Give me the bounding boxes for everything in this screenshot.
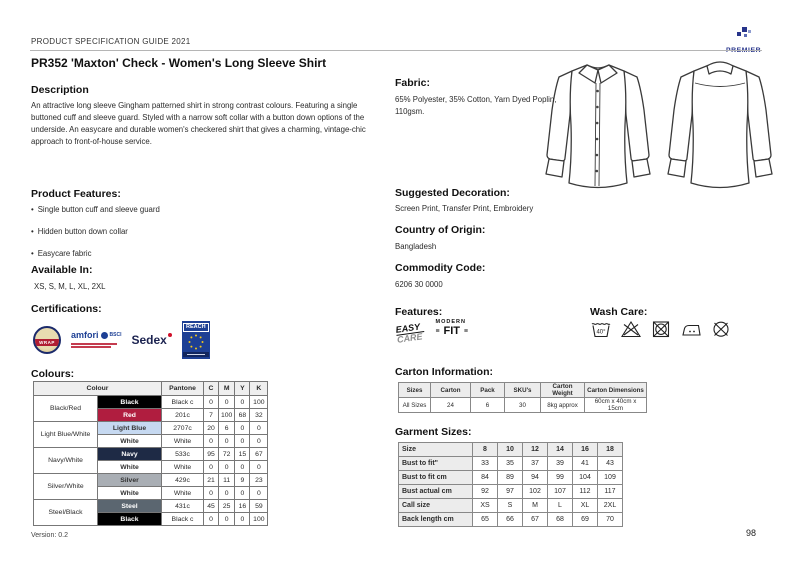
machine-wash-40-icon bbox=[589, 319, 613, 339]
cmyk-cell: 9 bbox=[235, 474, 250, 487]
carton-column-header: SKU's bbox=[505, 383, 541, 398]
garment-cell: 109 bbox=[598, 471, 623, 485]
swatch-cell: Black bbox=[98, 513, 162, 526]
garment-row bbox=[399, 499, 623, 513]
carton-cell: 8kg approx bbox=[541, 398, 585, 413]
garment-cell: 33 bbox=[473, 457, 498, 471]
carton-column-header: Carton Weight bbox=[541, 383, 585, 398]
commodity-code-heading: Commodity Code: bbox=[395, 262, 486, 274]
garment-cell: 14 bbox=[548, 443, 573, 457]
carton-table bbox=[398, 382, 647, 413]
cmyk-cell: 100 bbox=[219, 409, 235, 422]
garment-cell: 2XL bbox=[598, 499, 623, 513]
garment-cell: 37 bbox=[523, 457, 548, 471]
reach-compliance-strip bbox=[183, 352, 209, 357]
available-sizes-text: XS, S, M, L, XL, 2XL bbox=[34, 282, 106, 291]
swatch-cell: White bbox=[98, 461, 162, 474]
garment-cell: XS bbox=[473, 499, 498, 513]
carton-cell: 60cm x 40cm x 15cm bbox=[585, 398, 647, 413]
cmyk-cell: 68 bbox=[235, 409, 250, 422]
swatch-cell: Steel bbox=[98, 500, 162, 513]
carton-column-header: Pack bbox=[471, 383, 505, 398]
cmyk-cell: 25 bbox=[219, 500, 235, 513]
cmyk-cell: 0 bbox=[235, 487, 250, 500]
cmyk-cell: 0 bbox=[204, 513, 219, 526]
carton-cell: 30 bbox=[505, 398, 541, 413]
amfori-bsci-logo bbox=[71, 331, 121, 349]
garment-row-label: Bust actual cm bbox=[399, 485, 473, 499]
shirt-front-illustration bbox=[537, 55, 659, 195]
cmyk-cell: 6 bbox=[219, 422, 235, 435]
garment-cell: 10 bbox=[498, 443, 523, 457]
garment-row-label: Bust to fit cm bbox=[399, 471, 473, 485]
do-not-bleach-icon bbox=[619, 319, 643, 339]
m-column-header: M bbox=[219, 382, 235, 396]
cmyk-cell: 45 bbox=[204, 500, 219, 513]
svg-text:40°: 40° bbox=[596, 329, 606, 336]
colour-group-cell: Light Blue/White bbox=[34, 422, 98, 448]
colour-group-cell: Navy/White bbox=[34, 448, 98, 474]
garment-cell: 107 bbox=[548, 485, 573, 499]
shirt-illustrations bbox=[537, 55, 781, 195]
cmyk-cell: 21 bbox=[204, 474, 219, 487]
colour-row bbox=[34, 500, 268, 513]
page-title: PR352 'Maxton' Check - Women's Long Sleeve Shirt bbox=[31, 56, 327, 70]
certification-logos bbox=[33, 318, 210, 362]
pantone-cell: Black c bbox=[162, 513, 204, 526]
garment-cell: 102 bbox=[523, 485, 548, 499]
page-number: 98 bbox=[746, 528, 757, 538]
cmyk-cell: 23 bbox=[250, 474, 268, 487]
garment-row bbox=[399, 513, 623, 527]
pantone-cell: 533c bbox=[162, 448, 204, 461]
cmyk-cell: 95 bbox=[204, 448, 219, 461]
cmyk-cell: 0 bbox=[235, 435, 250, 448]
swatch-cell: White bbox=[98, 435, 162, 448]
garment-row bbox=[399, 485, 623, 499]
fabric-text: 65% Polyester, 35% Cotton, Yarn Dyed Poplin, 110gsm. bbox=[395, 95, 557, 117]
garment-cell: 66 bbox=[498, 513, 523, 527]
swatch-cell: Red bbox=[98, 409, 162, 422]
colours-table bbox=[33, 381, 268, 526]
garment-row-label: Bust to fit" bbox=[399, 457, 473, 471]
colour-group-cell: Steel/Black bbox=[34, 500, 98, 526]
cmyk-cell: 0 bbox=[204, 396, 219, 409]
feature-item: • Hidden button down collar bbox=[31, 227, 361, 236]
do-not-dry-clean-icon bbox=[709, 319, 733, 339]
pantone-cell: White bbox=[162, 461, 204, 474]
wash-care-icons bbox=[589, 319, 733, 339]
carton-column-header: Carton bbox=[431, 383, 471, 398]
header-divider bbox=[30, 50, 762, 51]
cmyk-cell: 100 bbox=[250, 513, 268, 526]
cmyk-cell: 100 bbox=[250, 396, 268, 409]
carton-cell: 6 bbox=[471, 398, 505, 413]
swatch-cell: Light Blue bbox=[98, 422, 162, 435]
swatch-cell: White bbox=[98, 487, 162, 500]
bsci-label: BSCI bbox=[109, 332, 122, 339]
carton-cell: All Sizes bbox=[399, 398, 431, 413]
garment-cell: 35 bbox=[498, 457, 523, 471]
garment-cell: 12 bbox=[523, 443, 548, 457]
garment-cell: 41 bbox=[573, 457, 598, 471]
pantone-cell: 2707c bbox=[162, 422, 204, 435]
iron-medium-icon bbox=[679, 319, 703, 339]
garment-row bbox=[399, 443, 623, 457]
cmyk-cell: 0 bbox=[235, 513, 250, 526]
garment-row-label: Back length cm bbox=[399, 513, 473, 527]
cmyk-cell: 72 bbox=[219, 448, 235, 461]
fabric-heading: Fabric: bbox=[395, 77, 431, 89]
swatch-cell: Silver bbox=[98, 474, 162, 487]
cmyk-cell: 20 bbox=[204, 422, 219, 435]
cmyk-cell: 0 bbox=[235, 461, 250, 474]
garment-cell: 84 bbox=[473, 471, 498, 485]
country-of-origin-text: Bangladesh bbox=[395, 242, 437, 251]
reach-wordmark: REACH bbox=[183, 323, 209, 332]
pantone-cell: Black c bbox=[162, 396, 204, 409]
garment-cell: 117 bbox=[598, 485, 623, 499]
garment-cell: 97 bbox=[498, 485, 523, 499]
swatch-cell: Navy bbox=[98, 448, 162, 461]
cmyk-cell: 0 bbox=[250, 435, 268, 448]
pantone-cell: White bbox=[162, 487, 204, 500]
cmyk-cell: 11 bbox=[219, 474, 235, 487]
cmyk-cell: 0 bbox=[235, 422, 250, 435]
garment-cell: 70 bbox=[598, 513, 623, 527]
garment-sizes-table bbox=[398, 442, 623, 527]
garment-cell: 92 bbox=[473, 485, 498, 499]
garment-row bbox=[399, 457, 623, 471]
amfori-tagline-lines bbox=[71, 343, 121, 349]
garment-cell: 8 bbox=[473, 443, 498, 457]
pantone-cell: 201c bbox=[162, 409, 204, 422]
shirt-back-illustration bbox=[659, 55, 781, 195]
cmyk-cell: 0 bbox=[219, 513, 235, 526]
garment-cell: 94 bbox=[523, 471, 548, 485]
modern-fit-line1: MODERN bbox=[435, 319, 466, 325]
garment-cell: 39 bbox=[548, 457, 573, 471]
cmyk-cell: 0 bbox=[204, 435, 219, 448]
cmyk-cell: 0 bbox=[250, 487, 268, 500]
cmyk-cell: 0 bbox=[219, 396, 235, 409]
garment-row-label: Call size bbox=[399, 499, 473, 513]
feature-item: • Single button cuff and sleeve guard bbox=[31, 205, 361, 214]
garment-sizes-heading: Garment Sizes: bbox=[395, 426, 472, 438]
colour-row bbox=[34, 422, 268, 435]
cmyk-cell: 0 bbox=[219, 487, 235, 500]
garment-row bbox=[399, 471, 623, 485]
commodity-code-text: 6206 30 0000 bbox=[395, 280, 443, 289]
features-heading: Features: bbox=[395, 306, 443, 318]
premier-logo bbox=[726, 26, 770, 57]
available-in-heading: Available In: bbox=[31, 264, 93, 276]
sedex-dot-icon bbox=[168, 333, 172, 337]
easy-care-line2: CARE bbox=[396, 331, 424, 345]
easy-care-logo bbox=[394, 317, 425, 344]
description-text: An attractive long sleeve Gingham patterned shirt in strong contrast colours. Featuring a single buttoned cuff and sleeve guard. Styled with a narrow soft collar with a button down options of the underside. An easycare and durable women's checkered shirt that gives a charming, vintage-chic approach to front-of-house service. bbox=[31, 101, 366, 147]
pantone-cell: White bbox=[162, 435, 204, 448]
k-column-header: K bbox=[250, 382, 268, 396]
cmyk-cell: 7 bbox=[204, 409, 219, 422]
suggested-decoration-text: Screen Print, Transfer Print, Embroidery bbox=[395, 204, 534, 213]
cmyk-cell: 0 bbox=[219, 435, 235, 448]
feature-logos bbox=[396, 319, 468, 343]
garment-cell: S bbox=[498, 499, 523, 513]
certifications-heading: Certifications: bbox=[31, 303, 102, 315]
garment-cell: L bbox=[548, 499, 573, 513]
carton-cell: 24 bbox=[431, 398, 471, 413]
cmyk-cell: 0 bbox=[250, 461, 268, 474]
cmyk-cell: 16 bbox=[235, 500, 250, 513]
cmyk-cell: 0 bbox=[204, 487, 219, 500]
carton-header-row bbox=[399, 383, 647, 398]
pantone-cell: 431c bbox=[162, 500, 204, 513]
cmyk-cell: 15 bbox=[235, 448, 250, 461]
garment-cell: M bbox=[523, 499, 548, 513]
garment-cell: 16 bbox=[573, 443, 598, 457]
sedex-wordmark: Sedex bbox=[131, 333, 167, 347]
c-column-header: C bbox=[204, 382, 219, 396]
do-not-tumble-dry-icon bbox=[649, 319, 673, 339]
cmyk-cell: 0 bbox=[250, 422, 268, 435]
carton-column-header: Carton Dimensions bbox=[585, 383, 647, 398]
carton-information-heading: Carton Information: bbox=[395, 366, 493, 378]
cmyk-cell: 0 bbox=[204, 461, 219, 474]
sedex-logo bbox=[131, 333, 171, 347]
premier-logo-icon bbox=[736, 26, 754, 39]
cmyk-cell: 0 bbox=[235, 396, 250, 409]
cmyk-cell: 59 bbox=[250, 500, 268, 513]
carton-column-header: Sizes bbox=[399, 383, 431, 398]
garment-cell: 18 bbox=[598, 443, 623, 457]
eu-stars-icon bbox=[187, 333, 205, 351]
carton-data-row bbox=[399, 398, 647, 413]
colour-column-header: Colour bbox=[34, 382, 162, 396]
description-heading: Description bbox=[31, 84, 89, 96]
swatch-cell: Black bbox=[98, 396, 162, 409]
garment-cell: XL bbox=[573, 499, 598, 513]
colour-row bbox=[34, 474, 268, 487]
garment-cell: 65 bbox=[473, 513, 498, 527]
garment-cell: 68 bbox=[548, 513, 573, 527]
colour-group-cell: Silver/White bbox=[34, 474, 98, 500]
colour-row bbox=[34, 396, 268, 409]
colour-row bbox=[34, 448, 268, 461]
feature-item: • Easycare fabric bbox=[31, 249, 361, 258]
colour-group-cell: Black/Red bbox=[34, 396, 98, 422]
modern-fit-logo bbox=[436, 319, 469, 337]
y-column-header: Y bbox=[235, 382, 250, 396]
garment-cell: 89 bbox=[498, 471, 523, 485]
cmyk-cell: 0 bbox=[219, 461, 235, 474]
cmyk-cell: 32 bbox=[250, 409, 268, 422]
garment-row-label: Size bbox=[399, 443, 473, 457]
version-label: Version: 0.2 bbox=[31, 532, 68, 539]
reach-compliance-logo bbox=[182, 321, 210, 359]
amfori-wordmark: amfori bbox=[71, 330, 99, 341]
pantone-cell: 429c bbox=[162, 474, 204, 487]
colours-heading: Colours: bbox=[31, 368, 75, 380]
product-features-heading: Product Features: bbox=[31, 188, 121, 200]
header-label: PRODUCT SPECIFICATION GUIDE 2021 bbox=[31, 37, 191, 46]
modern-fit-line2: ≡ FIT ≡ bbox=[436, 326, 469, 337]
wash-care-heading: Wash Care: bbox=[590, 306, 648, 318]
wrap-label: WRAP bbox=[33, 339, 61, 346]
cmyk-cell: 67 bbox=[250, 448, 268, 461]
garment-cell: 69 bbox=[573, 513, 598, 527]
pantone-column-header: Pantone bbox=[162, 382, 204, 396]
garment-cell: 67 bbox=[523, 513, 548, 527]
garment-cell: 104 bbox=[573, 471, 598, 485]
garment-cell: 112 bbox=[573, 485, 598, 499]
country-of-origin-heading: Country of Origin: bbox=[395, 224, 486, 236]
suggested-decoration-heading: Suggested Decoration: bbox=[395, 187, 510, 199]
amfori-globe-icon bbox=[101, 332, 108, 339]
garment-cell: 43 bbox=[598, 457, 623, 471]
colour-table-header-row bbox=[34, 382, 268, 396]
wrap-certification-icon bbox=[33, 326, 61, 354]
garment-cell: 99 bbox=[548, 471, 573, 485]
easy-care-line1: EASY bbox=[395, 322, 424, 335]
